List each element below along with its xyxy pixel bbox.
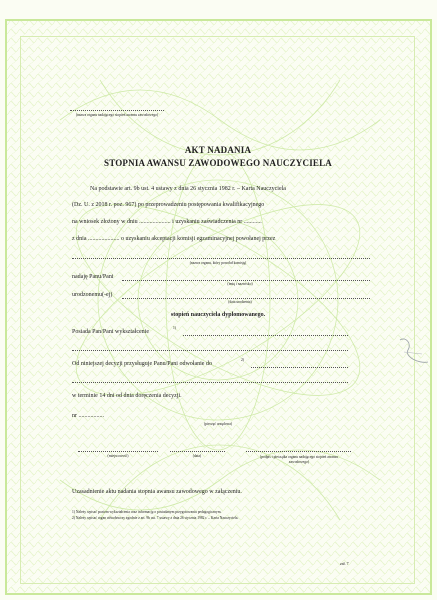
signature-field[interactable] [246, 451, 351, 452]
place-caption: (miejscowość) [107, 454, 129, 458]
document-title: AKT NADANIA [184, 145, 252, 155]
date-field[interactable] [170, 451, 225, 452]
date-caption: (data) [192, 454, 202, 458]
page-frame [20, 36, 415, 584]
footnote-ref-2: 2) [241, 358, 244, 362]
issuing-authority-caption: (nazwa organu nadającego stopień awansu zawodowego) [75, 113, 159, 117]
legal-basis-line-2: (Dz. U. z 2018 r. poz. 967) po przeprowadzeniu postępowania kwalifikacyjnego [72, 202, 265, 208]
birth-date-caption: (data urodzenia) [228, 300, 252, 304]
commission-authority-caption: (nazwa organu, który powołał komisję) [189, 261, 247, 265]
pen-mark [398, 334, 430, 369]
birth-date-label: urodzonemu(-ej) [72, 292, 113, 298]
certificate-date-line[interactable]: z dnia ..................... o uzyskaniu akceptacji komisji egzaminacyjnej powołanej przez [72, 236, 276, 242]
awarded-to-label: nadaję Panu/Pani [72, 274, 114, 280]
appeal-term: w terminie 14 dni od dnia doręczenia decyzji. [72, 393, 182, 399]
degree-awarded: stopień nauczyciela dyplomowanego. [170, 312, 266, 318]
decision-number[interactable]: nr ................. [72, 413, 104, 419]
education-field[interactable] [183, 335, 348, 336]
appeal-label: Od niniejszej decyzji przysługuje Panu/Pani odwołanie do [72, 361, 212, 367]
education-field-cont[interactable] [72, 350, 348, 351]
application-line[interactable]: na wniosek złożony w dniu ..................... i uzyskaniu zaświadczenia nr ............ [72, 219, 262, 225]
birth-date-field[interactable] [122, 298, 370, 299]
justification-note: Uzasadnienie aktu nadania stopnia awansu zawodowego w załączeniu. [72, 489, 242, 495]
form-code: zał. 7 [340, 561, 349, 566]
appeal-authority-field[interactable] [251, 367, 348, 368]
document-subtitle: STOPNIA AWANSU ZAWODOWEGO NAUCZYCIELA [103, 158, 333, 168]
issuing-authority-field[interactable] [70, 110, 164, 111]
appeal-authority-field-cont[interactable] [72, 382, 348, 383]
footnote-1: 1) Należy wpisać poziom wykształcenia oraz informację o posiadanym przygotowaniu pedagogicznym. [72, 510, 222, 514]
teacher-name-field[interactable] [122, 280, 370, 281]
education-label: Posiada Pan/Pani wykształcenie [72, 329, 149, 335]
footnote-ref-1: 1) [173, 326, 176, 330]
signature-caption: (podpis i pieczątka organu nadającego stopień awansu zawodowego) [260, 455, 338, 464]
commission-authority-field[interactable] [72, 258, 370, 259]
legal-basis-line-1: Na podstawie art. 9b ust. 4 ustawy z dnia 26 stycznia 1982 r. – Karta Nauczyciela [90, 186, 286, 192]
place-field[interactable] [78, 451, 158, 452]
teacher-name-caption: (imię i nazwisko) [227, 282, 253, 286]
official-stamp-caption: (pieczęć urzędowa) [203, 422, 233, 426]
footnote-2: 2) Należy wpisać organ odwoławczy zgodnie z art. 9b ust. 7 ustawy z dnia 26 stycznia 1982 r. – Karta Nauczyciela. [72, 516, 239, 520]
